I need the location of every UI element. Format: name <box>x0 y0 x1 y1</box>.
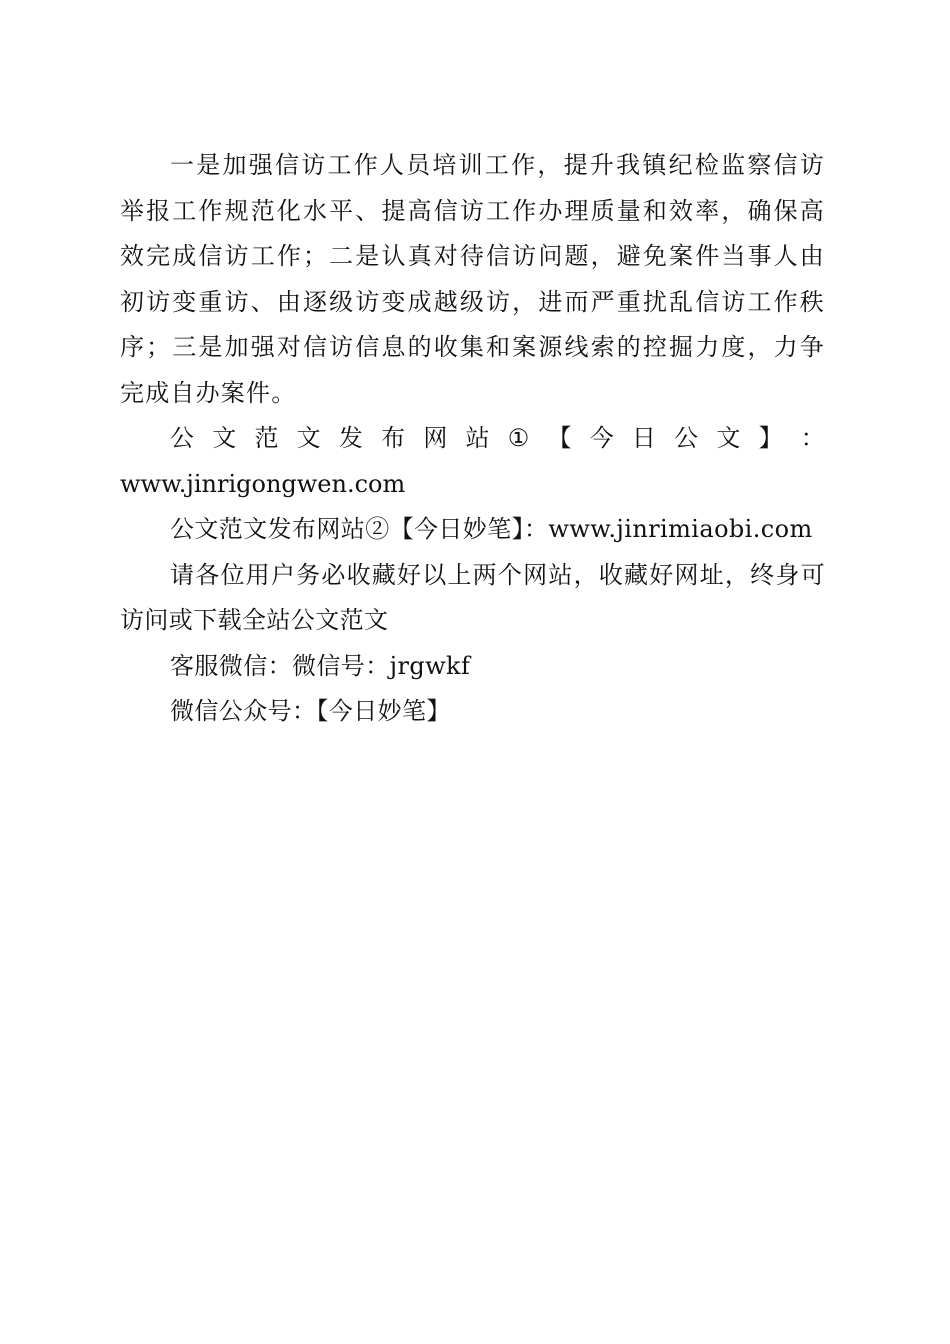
site1-char: 今 <box>589 424 614 452</box>
paragraph-measures: 一是加强信访工作人员培训工作，提升我镇纪检监察信访举报工作规范化水平、提高信访工作办理质量和效率，确保高效完成信访工作；二是认真对待信访问题，避免案件当事人由初访变重访、由逐级访变成越级访，进而严重扰乱信访工作秩序；三是加强对信访信息的收集和案源线索的控掘力度，力争完成自办案件。 <box>120 151 825 407</box>
site1-char: 【 <box>547 424 572 452</box>
site1-char: 公 <box>674 424 699 452</box>
site1-char: 文 <box>296 424 321 452</box>
site1-char: 】 <box>758 424 783 452</box>
site1-char: ： <box>800 424 825 452</box>
site1-line <box>120 416 825 462</box>
notice-paragraph: 请各位用户务必收藏好以上两个网站，收藏好网址，终身可访问或下载全站公文范文 <box>120 560 825 634</box>
wechat-public-line: 微信公众号：【今日妙笔】 <box>170 697 451 725</box>
site1-url[interactable]: www.jinrigongwen.com <box>120 469 406 498</box>
site1-char: 布 <box>381 424 406 452</box>
site1-char: 范 <box>254 424 279 452</box>
site1-char: 文 <box>212 424 237 452</box>
site1-char: 发 <box>338 424 363 452</box>
wechat-service-line: 客服微信：微信号：jrgwkf <box>170 651 471 680</box>
site1-char: 文 <box>716 424 741 452</box>
site1-char: ① <box>507 424 530 452</box>
site2-line: 公文范文发布网站②【今日妙笔】：www.jinrimiaobi.com <box>170 515 813 543</box>
site1-char: 日 <box>631 424 656 452</box>
document-body <box>120 143 825 735</box>
site1-char: 站 <box>465 424 490 452</box>
site1-char: 公 <box>170 424 194 452</box>
site1-char: 网 <box>423 424 448 452</box>
